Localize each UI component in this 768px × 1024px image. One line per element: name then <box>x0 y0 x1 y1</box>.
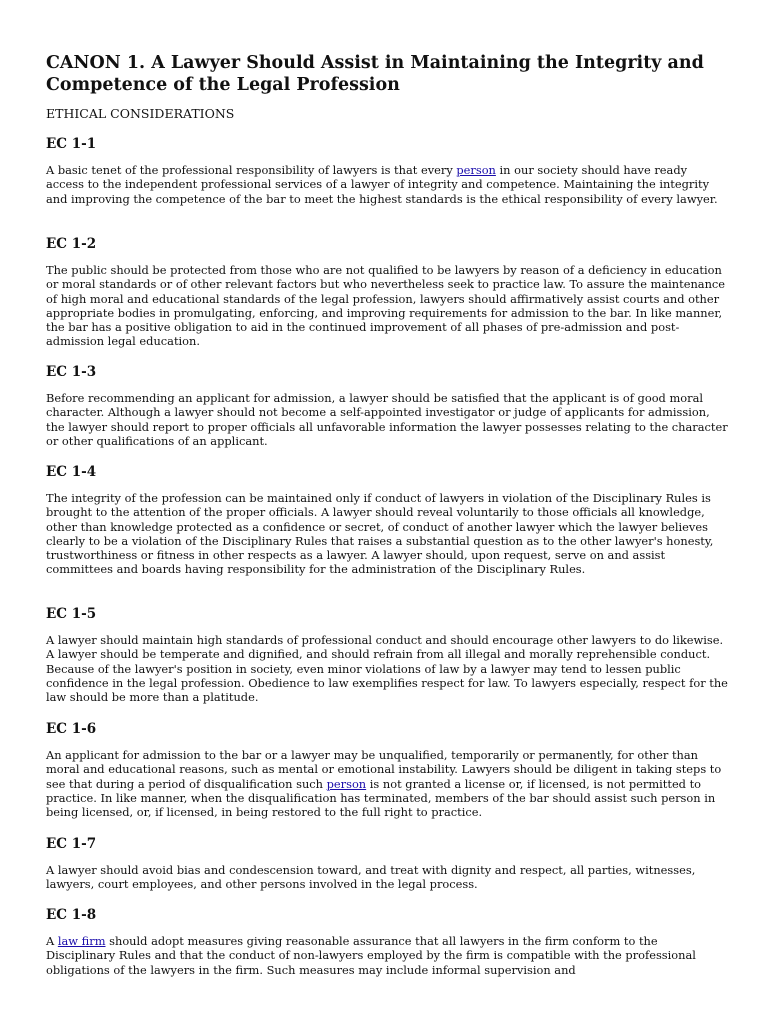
ec-paragraph: Before recommending an applicant for admission, a lawyer should be satisfied that the applicant is of good moral character. Although a lawyer should not become a self-appointed investigator or judge of applicants for admission, the lawyer should report to proper officials all unfavorable information the lawyer possesses relating to the character or other qualifications of an applicant. <box>46 391 728 448</box>
law-firm-link[interactable]: law firm <box>57 934 106 948</box>
ec-paragraph <box>46 934 728 977</box>
ec-heading: EC 1-8 <box>46 907 97 923</box>
ec-heading: EC 1-1 <box>46 136 97 152</box>
ec-heading: EC 1-7 <box>46 836 97 852</box>
ec-text: A <box>46 934 58 948</box>
ec-section <box>46 605 728 704</box>
ec-section <box>46 906 728 977</box>
person-link[interactable]: person <box>456 163 496 177</box>
ec-paragraph: The integrity of the profession can be maintained only if conduct of lawyers in violation of the Disciplinary Rules is brought to the attention of the proper officials. A lawyer should reveal voluntarily to those officials all knowledge, other than knowledge protected as a confidence or secret, of conduct of another lawyer which the lawyer believes clearly to be a violation of the Disciplinary Rules that raises a substantial question as to the other lawyer's honesty, trustworthiness or fitness in other respects as a lawyer. A lawyer should, upon request, serve on and assist committees and boards having responsibility for the administration of the Disciplinary Rules. <box>46 491 714 577</box>
ec-text: is not granted a license or, if licensed, is not permitted to practice. In like manner, when the disqualification has terminated, members of the bar should assist such person in being licensed, or, if licensed, in being restored to the full right to practice. <box>46 776 716 820</box>
ec-paragraph: The public should be protected from those who are not qualified to be lawyers by reason of a deficiency in education or moral standards or of other relevant factors but who nevertheless seek to practice law. To assure the maintenance of high moral and educational standards of the legal profession, lawyers should affirmatively assist courts and other appropriate bodies in promulgating, enforcing, and improving requirements for admission to the bar. In like manner, the bar has a positive obligation to aid in the continued improvement of all phases of pre-admission and post-admission legal education. <box>46 263 726 349</box>
ec-heading: EC 1-6 <box>46 721 97 737</box>
ec-paragraph <box>46 748 728 819</box>
ec-section <box>46 363 728 448</box>
ec-text: An applicant for admission to the bar or a lawyer may be unqualified, temporarily or permanently, for other than moral and educational reasons, such as mental or emotional instability. Lawyers should be diligent in taking steps to see that during a period of disqualification such <box>46 748 722 791</box>
ec-heading: EC 1-4 <box>46 464 97 480</box>
page-title: CANON 1. A Lawyer Should Assist in Maintaining the Integrity and Competence of the Legal Profession <box>46 53 704 95</box>
section-subheading: ETHICAL CONSIDERATIONS <box>46 106 235 121</box>
ec-section <box>46 835 728 892</box>
ec-section <box>46 463 728 577</box>
ec-text: in our society should have ready access to the independent professional services of a lawyer of integrity and competence. Maintaining the integrity and improving the competence of the bar to meet the highest standards is the ethical responsibility of every lawyer. <box>46 163 718 206</box>
ec-paragraph: A lawyer should avoid bias and condescension toward, and treat with dignity and respect, all parties, witnesses, lawyers, court employees, and other persons involved in the legal process. <box>46 863 696 892</box>
ec-heading: EC 1-5 <box>46 606 97 622</box>
person-link[interactable]: person <box>326 776 367 791</box>
ec-heading: EC 1-2 <box>46 236 97 252</box>
ec-paragraph: A lawyer should maintain high standards of professional conduct and should encourage other lawyers to do likewise. A lawyer should be temperate and dignified, and should refrain from all illegal and morally reprehensible conduct. Because of the lawyer's position in society, even minor violations of law by a lawyer may tend to lessen public confidence in the legal profession. Obedience to law exemplifies respect for law. To lawyers especially, respect for the law should be more than a platitude. <box>46 633 728 705</box>
ec-section <box>46 720 728 819</box>
ec-section <box>46 135 728 206</box>
ec-paragraph <box>46 163 728 206</box>
ec-text: should adopt measures giving reasonable assurance that all lawyers in the firm conform to the Disciplinary Rules and that the conduct of non-lawyers employed by the firm is compatible with the professional obligations of the lawyers in the firm. Such measures may include informal supervision and <box>46 934 696 977</box>
ec-text: A basic tenet of the professional responsibility of lawyers is that every <box>46 163 457 177</box>
ec-section <box>46 235 728 349</box>
ec-heading: EC 1-3 <box>46 364 97 380</box>
